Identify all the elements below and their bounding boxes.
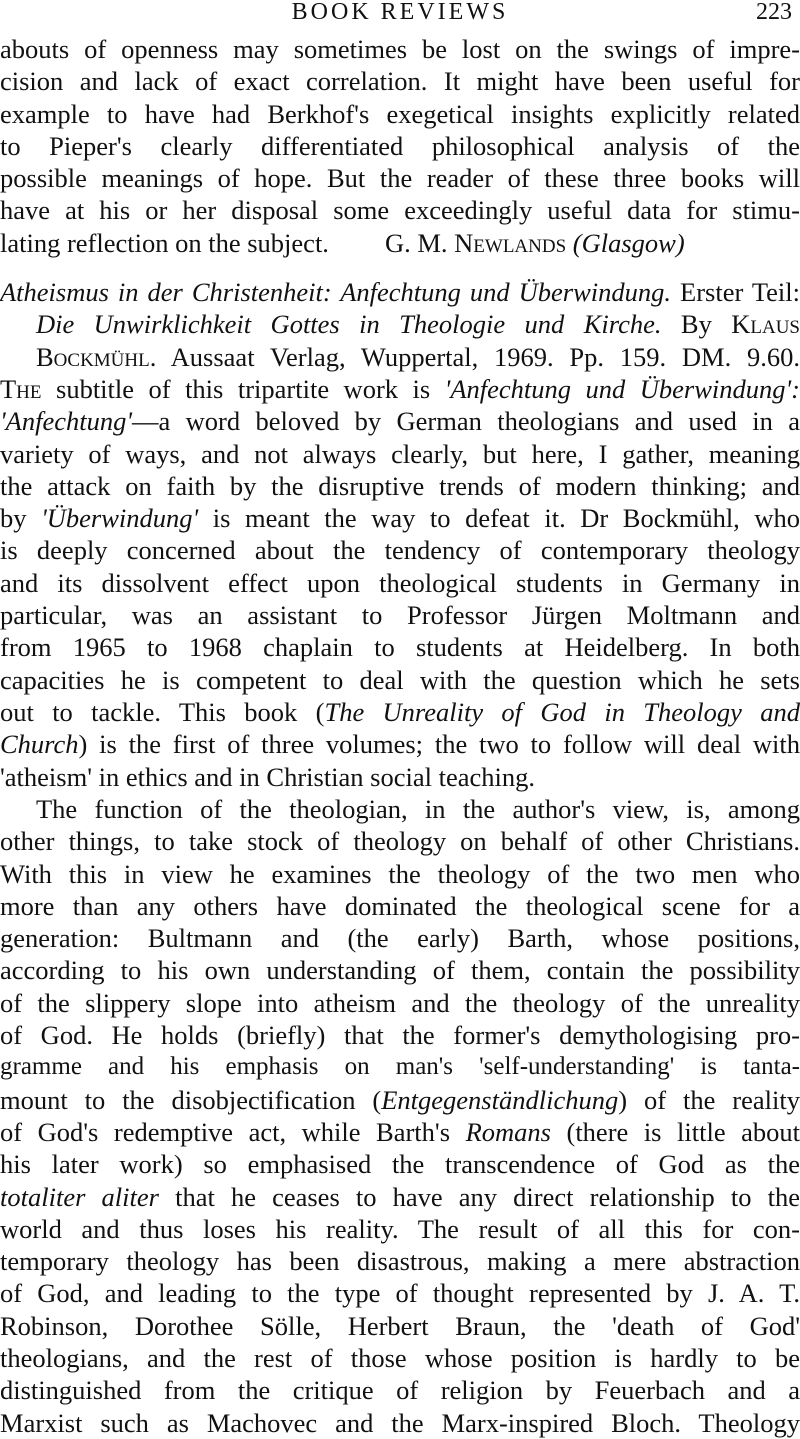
text-line: example to have had Berkhof's exegetical insights explicitly related	[0, 98, 800, 130]
text-line: particular, was an assistant to Professor Jürgen Moltmann and	[0, 599, 800, 631]
text-line: from 1965 to 1968 chaplain to students at Heidelberg. In both	[0, 631, 800, 663]
text-line	[0, 405, 800, 437]
text-segment: lating reflection on the subject.	[0, 228, 329, 258]
italic-text: 'Anfechtung'	[0, 406, 132, 436]
book-title: Atheismus in der Christenheit: Anfechtung und Überwindung.	[0, 277, 671, 307]
text-line	[0, 728, 800, 760]
text-line: world and thus loses his reality. The result of all this for con-	[0, 1213, 800, 1245]
publication-details: Aussaat Verlag, Wuppertal, 1969. Pp. 159. DM. 9.60.	[171, 342, 800, 372]
text-line	[0, 696, 800, 728]
text-line: theologians, and the rest of those whose position is hardly to be	[0, 1342, 800, 1374]
text-segment: By	[681, 309, 712, 339]
text-segment: subtitle of this tripartite work is	[56, 374, 430, 404]
text-line: abouts of openness may sometimes be lost on the swings of impre-	[0, 33, 800, 65]
text-line: variety of ways, and not always clearly, but here, I gather, meaning	[0, 438, 800, 470]
text-line: Robinson, Dorothee Sölle, Herbert Braun, the 'death of God'	[0, 1310, 800, 1342]
italic-text: 'Überwindung'	[41, 503, 198, 533]
text-segment: ) of the reality	[618, 1085, 800, 1115]
italic-text: The Unreality of God in Theology and	[324, 697, 800, 727]
book-subtitle: Die Unwirklichkeit Gottes in Theologie und Kirche.	[36, 309, 661, 339]
text-line: gramme and his emphasis on man's 'self-understanding' is tanta-	[0, 1051, 800, 1083]
signature-line	[0, 227, 800, 259]
text-line: have at his or her disposal some exceedingly useful data for stimu-	[0, 194, 800, 226]
text-line: With this in view he examines the theology of the two men who	[0, 858, 800, 890]
text-line: his later work) so emphasised the transcendence of God as the	[0, 1148, 800, 1180]
running-head: BOOK REVIEWS	[0, 0, 800, 26]
text-line: The function of the theologian, in the author's view, is, among	[0, 793, 800, 825]
text-segment: The	[0, 374, 42, 404]
italic-text: 'Anfechtung und Überwindung':	[445, 374, 800, 404]
text-segment: Erster Teil:	[680, 277, 800, 307]
text-line: of God, and leading to the type of thought represented by J. A. T.	[0, 1277, 800, 1309]
text-line: of God. He holds (briefly) that the former's demythologising pro-	[0, 1019, 800, 1051]
text-line	[0, 1116, 800, 1148]
italic-text: totaliter aliter	[0, 1182, 159, 1212]
heading-line-1	[0, 276, 800, 308]
text-line: is deeply concerned about the tendency of contemporary theology	[0, 534, 800, 566]
text-segment: is meant the way to defeat it. Dr Bockmühl, who	[213, 503, 800, 533]
text-line: Marxist such as Machovec and the Marx-inspired Bloch. Theology	[0, 1407, 800, 1439]
text-line	[0, 373, 800, 405]
text-line: according to his own understanding of them, contain the possibility	[0, 954, 800, 986]
page-number: 223	[756, 0, 792, 26]
text-segment: out to tackle. This book (	[0, 697, 324, 727]
heading-line-2	[0, 308, 800, 340]
text-line: distinguished from the critique of religion by Feuerbach and a	[0, 1374, 800, 1406]
text-line: more than any others have dominated the theological scene for a	[0, 890, 800, 922]
text-line: temporary theology has been disastrous, making a mere abstraction	[0, 1245, 800, 1277]
text-line: other things, to take stock of theology on behalf of other Christians.	[0, 825, 800, 857]
reviewer-name: G. M. Newlands	[385, 228, 566, 258]
text-line	[0, 502, 800, 534]
text-line: generation: Bultmann and (the early) Barth, whose positions,	[0, 922, 800, 954]
text-line: capacities he is competent to deal with the question which he sets	[0, 664, 800, 696]
text-segment: (there is little about	[567, 1117, 800, 1147]
page-header	[0, 0, 800, 28]
reviewer-location: (Glasgow)	[573, 228, 685, 258]
text-segment: by	[0, 503, 27, 533]
text-line: of the slippery slope into atheism and the theology of the unreality	[0, 987, 800, 1019]
review-heading	[0, 276, 800, 373]
text-segment: mount to the disobjectification (	[0, 1085, 381, 1115]
text-segment: that he ceases to have any direct relationship to the	[175, 1182, 800, 1212]
text-line	[0, 1084, 800, 1116]
italic-text: Romans	[466, 1117, 551, 1147]
text-line: cision and lack of exact correlation. It might have been useful for	[0, 65, 800, 97]
text-segment: —a word beloved by German theologians and used in a	[132, 406, 800, 436]
text-segment: ) is the first of three volumes; the two to follow will deal with	[79, 729, 800, 759]
text-line: and its dissolvent effect upon theological students in Germany in	[0, 567, 800, 599]
text-line: to Pieper's clearly differentiated philosophical analysis of the	[0, 130, 800, 162]
text-line: the attack on faith by the disruptive trends of modern thinking; and	[0, 470, 800, 502]
text-segment: of God's redemptive act, while Barth's	[0, 1117, 450, 1147]
text-line: possible meanings of hope. But the reader of these three books will	[0, 162, 800, 194]
italic-text: Church	[0, 729, 79, 759]
review-paragraph-1	[0, 373, 800, 793]
text-line: 'atheism' in ethics and in Christian social teaching.	[0, 761, 800, 793]
author-name: Klaus	[731, 309, 800, 339]
italic-text: Entgegenständlichung	[381, 1085, 618, 1115]
review-paragraph-2	[0, 793, 800, 1439]
text-line	[0, 1181, 800, 1213]
heading-line-3	[0, 341, 800, 373]
author-surname: Bockmühl.	[36, 342, 156, 372]
previous-review-ending	[0, 33, 800, 259]
